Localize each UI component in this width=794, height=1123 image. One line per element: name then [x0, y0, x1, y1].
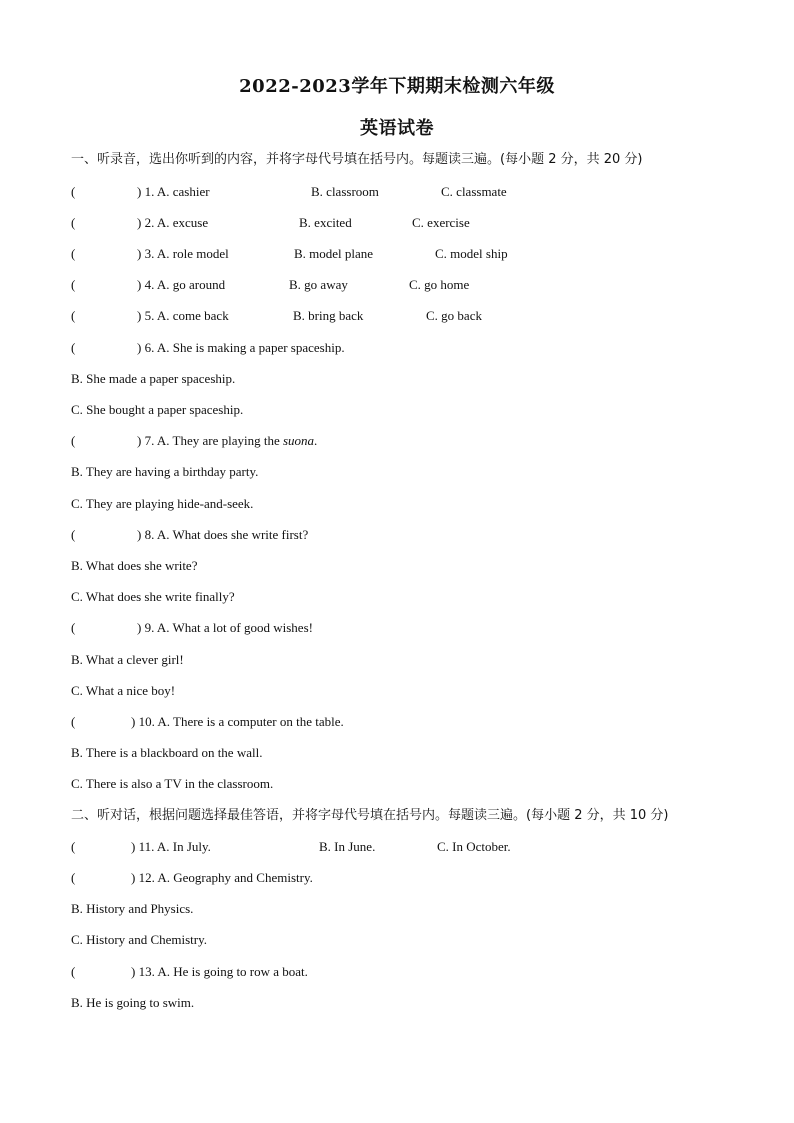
answer-paren: ( [71, 308, 76, 323]
option-a: ) 12. A. Geography and Chemistry. [131, 870, 313, 885]
option-b: B. In June. [319, 839, 376, 854]
option-b: B. bring back [293, 308, 364, 323]
option-a: ) 8. A. What does she write first? [137, 527, 309, 542]
answer-paren: ( [71, 340, 76, 355]
question-9-option-b: B. What a clever girl! [71, 652, 184, 667]
answer-paren: ( [71, 839, 76, 854]
question-8-option-b: B. What does she write? [71, 558, 198, 573]
exam-title: 2022-2023学年下期期末检测六年级 [239, 76, 555, 97]
answer-paren: ( [71, 620, 76, 635]
option-a: ) 10. A. There is a computer on the table. [131, 714, 344, 729]
section1-heading: 一、听录音，选出你听到的内容，并将字母代号填在括号内。每题读三遍。(每小题 2 分，共 20 分) [71, 152, 643, 167]
option-a: ) 5. A. come back [137, 308, 229, 323]
option-a: ) 2. A. excuse [137, 215, 209, 230]
option-c: C. In October. [437, 839, 511, 854]
answer-paren: ( [71, 964, 76, 979]
option-c: C. exercise [412, 215, 470, 230]
answer-paren: ( [71, 277, 76, 292]
option-c: C. go home [409, 277, 470, 292]
option-a: ) 1. A. cashier [137, 184, 210, 199]
option-a [137, 431, 317, 451]
option-b: B. go away [289, 277, 348, 292]
option-a-text: ) 7. A. They are playing the [137, 433, 283, 448]
question-13-option-b: B. He is going to swim. [71, 995, 195, 1010]
option-b: B. classroom [311, 184, 379, 199]
question-12-option-b: B. History and Physics. [71, 901, 194, 916]
question-8-option-c: C. What does she write finally? [71, 589, 235, 604]
section2-heading: 二、听对话，根据问题选择最佳答语，并将字母代号填在括号内。每题读三遍。(每小题 2 分，共 10 分) [71, 808, 669, 823]
question-10-option-c: C. There is also a TV in the classroom. [71, 776, 274, 791]
option-b: B. excited [299, 215, 352, 230]
answer-paren: ( [71, 215, 76, 230]
answer-paren: ( [71, 246, 76, 261]
option-c: C. go back [426, 308, 482, 323]
option-a: ) 13. A. He is going to row a boat. [131, 964, 308, 979]
question-7-option-b: B. They are having a birthday party. [71, 464, 259, 479]
question-7-option-c: C. They are playing hide-and-seek. [71, 496, 254, 511]
answer-paren: ( [71, 433, 76, 448]
question-9-option-c: C. What a nice boy! [71, 683, 176, 698]
option-a: ) 4. A. go around [137, 277, 226, 292]
answer-paren: ( [71, 870, 76, 885]
exam-subtitle: 英语试卷 [360, 118, 434, 139]
option-a-end: . [314, 433, 318, 448]
option-c: C. model ship [435, 246, 508, 261]
question-6-option-b: B. She made a paper spaceship. [71, 371, 236, 386]
question-12-option-c: C. History and Chemistry. [71, 932, 208, 947]
question-6-option-c: C. She bought a paper spaceship. [71, 402, 244, 417]
option-b: B. model plane [294, 246, 374, 261]
answer-paren: ( [71, 527, 76, 542]
question-10-option-b: B. There is a blackboard on the wall. [71, 745, 263, 760]
option-a: ) 9. A. What a lot of good wishes! [137, 620, 313, 635]
option-a: ) 11. A. In July. [131, 839, 211, 854]
answer-paren: ( [71, 714, 76, 729]
option-a: ) 3. A. role model [137, 246, 229, 261]
option-a-italic: suona [282, 433, 315, 448]
option-c: C. classmate [441, 184, 507, 199]
answer-paren: ( [71, 184, 76, 199]
option-a: ) 6. A. She is making a paper spaceship. [137, 340, 345, 355]
